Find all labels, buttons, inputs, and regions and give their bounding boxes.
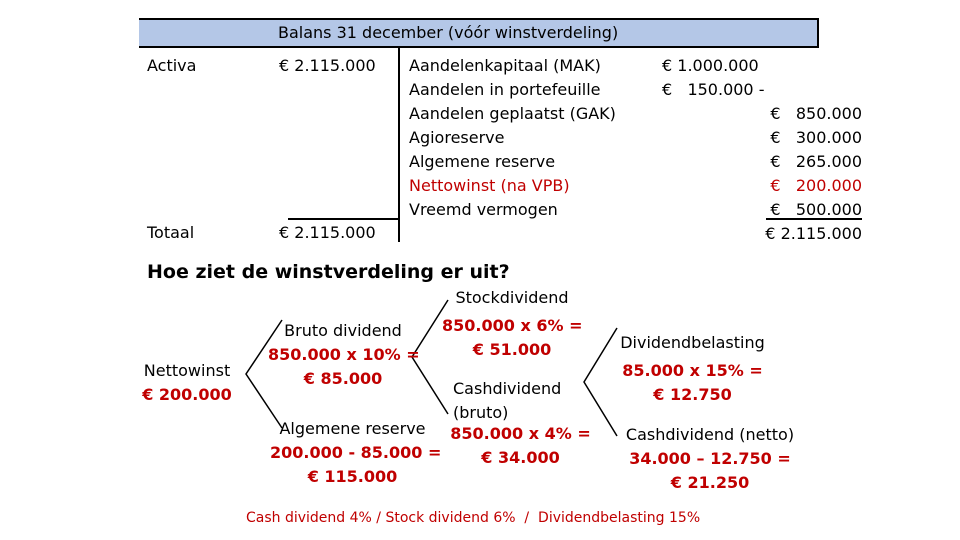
activa-label: Activa (147, 56, 197, 75)
cash-calc-block (448, 422, 593, 470)
algemene-result: € 115.000 (307, 467, 398, 486)
totaal-value: € 2.115.000 (279, 223, 376, 242)
mak-value: € 1.000.000 (662, 56, 759, 75)
passiva-item-vreemd: Vreemd vermogen (409, 200, 558, 219)
passiva-item-algemene: Algemene reserve (409, 152, 556, 171)
algemene-label: Algemene reserve (279, 419, 426, 438)
stock-node (442, 286, 582, 362)
stock-result: € 51.000 (472, 340, 552, 359)
cash-result: € 34.000 (481, 448, 560, 467)
netto-label: Cashdividend (netto) (625, 425, 795, 444)
passiva-item-mak: Aandelenkapitaal (MAK) (409, 56, 601, 75)
bruto-label: Bruto dividend (284, 321, 402, 340)
passiva-item-portefeuille: Aandelen in portefeuille (409, 80, 601, 99)
passiva-item-gak: Aandelen geplaatst (GAK) (409, 104, 616, 123)
netto-node (615, 423, 805, 495)
totaal-label: Totaal (147, 223, 195, 242)
portefeuille-value: € 150.000 - (662, 80, 765, 99)
bruto-node (268, 319, 418, 391)
stock-label: Stockdividend (455, 288, 569, 307)
cash-label-line2: (bruto) (453, 403, 509, 422)
divbel-calc: 85.000 x 15% = (622, 361, 763, 380)
cash-calc: 850.000 x 4% = (450, 424, 591, 443)
nettowinst-amount: € 200.000 (142, 385, 232, 404)
footer-note: Cash dividend 4% / Stock dividend 6% / Dividendbelasting 15% (246, 510, 701, 526)
activa-value: € 2.115.000 (279, 56, 376, 75)
algemene-node (270, 417, 442, 489)
cash-label-line1: Cashdividend (453, 379, 562, 398)
algemene-calc: 200.000 - 85.000 = (270, 443, 442, 462)
agio-value: € 300.000 (770, 128, 862, 147)
bruto-result: € 85.000 (303, 369, 383, 388)
netto-calc: 34.000 – 12.750 = (629, 449, 791, 468)
passiva-item-agio: Agioreserve (409, 128, 505, 147)
gak-value: € 850.000 (770, 104, 862, 123)
nettowinst-label: Nettowinst (143, 361, 231, 380)
netto-result: € 21.250 (670, 473, 750, 492)
nettowinst-value: € 200.000 (770, 176, 862, 195)
nettowinst-node (137, 359, 237, 407)
divbel-label: Dividendbelasting (620, 333, 765, 352)
divbel-node (615, 331, 770, 407)
bruto-calc: 850.000 x 10% = (268, 345, 420, 364)
cash-label (453, 377, 561, 425)
question-heading: Hoe ziet de winstverdeling er uit? (147, 261, 510, 283)
divbel-result: € 12.750 (653, 385, 732, 404)
vreemd-value: € 500.000 (770, 200, 862, 219)
algemene-value: € 265.000 (770, 152, 862, 171)
passiva-item-nettowinst: Nettowinst (na VPB) (409, 176, 570, 195)
bracket-cash (584, 328, 617, 436)
balance-title: Balans 31 december (vóór winstverdeling) (278, 23, 619, 42)
passiva-total-value: € 2.115.000 (765, 224, 862, 243)
stock-calc: 850.000 x 6% = (442, 316, 583, 335)
